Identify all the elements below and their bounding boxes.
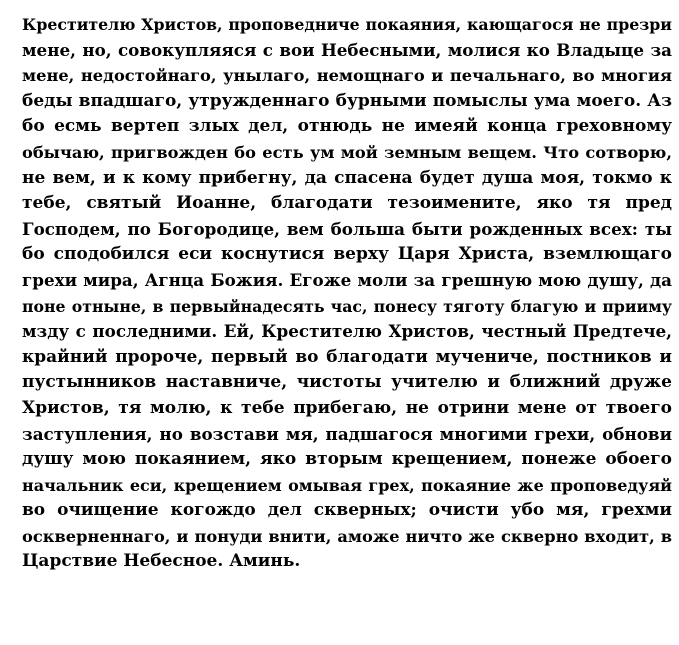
text-line: крайний пророче, первый во благодати мучениче, постников и — [22, 346, 672, 367]
text-line: начальник еси, крещением омывая грех, покаяние же проповедуяй — [22, 475, 672, 495]
prayer-text — [22, 12, 672, 575]
text-line: пустынников наставниче, чистоты учителю и ближний друже — [22, 372, 672, 393]
text-line: Господем, по Богородице, вем больша быти рожденных всех: ты — [22, 218, 672, 239]
text-line: бо сподобился еси коснутися верху Царя Христа, вземлющаго — [22, 244, 672, 265]
text-line: Крестителю Христов, проповедниче покаяния, кающагося не презри — [22, 15, 672, 34]
text-line: Христов, тя молю, к тебе прибегаю, не отрини мене от твоего — [22, 397, 672, 418]
text-line: поне отныне, в первыйнадесять час, понесу тяготу благую и прииму — [22, 296, 672, 316]
text-line: заступления, но возстави мя, падшагося многими грехи, обнови — [22, 423, 672, 444]
text-line: обычаю, пригвожден бо есть ум мой земным вещем. Что сотворю, — [22, 142, 672, 162]
text-line: грехи мира, Агнца Божия. Егоже моли за грешную мою душу, да — [22, 269, 672, 290]
text-line: во очищение когождо дел скверных; очисти убо мя, грехми — [22, 500, 672, 521]
text-line: мзду с последними. Ей, Крестителю Христов, честный Предтече, — [22, 321, 672, 342]
text-line: беды впадшаго, утружденнаго бурными помыслы ума моего. Аз — [22, 90, 672, 111]
text-line: бо есмь вертеп злых дел, отнюдь не имеяй конца греховному — [22, 116, 672, 137]
text-line: Царствие Небесное. Аминь. — [22, 551, 301, 572]
text-line: душу мою покаянием, яко вторым крещением, понеже обоего — [22, 449, 672, 470]
text-line: тебе, святый Иоанне, благодати тезоимените, яко тя пред — [22, 193, 672, 214]
text-line: оскверненнаго, и понуди внити, аможе ничто же скверно входит, в — [22, 526, 672, 546]
text-line: мене, но, совокупляяся с вои Небесными, молися ко Владыце за — [22, 39, 672, 60]
text-line: мене, недостойнаго, унылаго, немощнаго и печальнаго, во многия — [22, 66, 672, 86]
text-line: не вем, и к кому прибегну, да спасена будет душа моя, токмо к — [22, 167, 672, 188]
